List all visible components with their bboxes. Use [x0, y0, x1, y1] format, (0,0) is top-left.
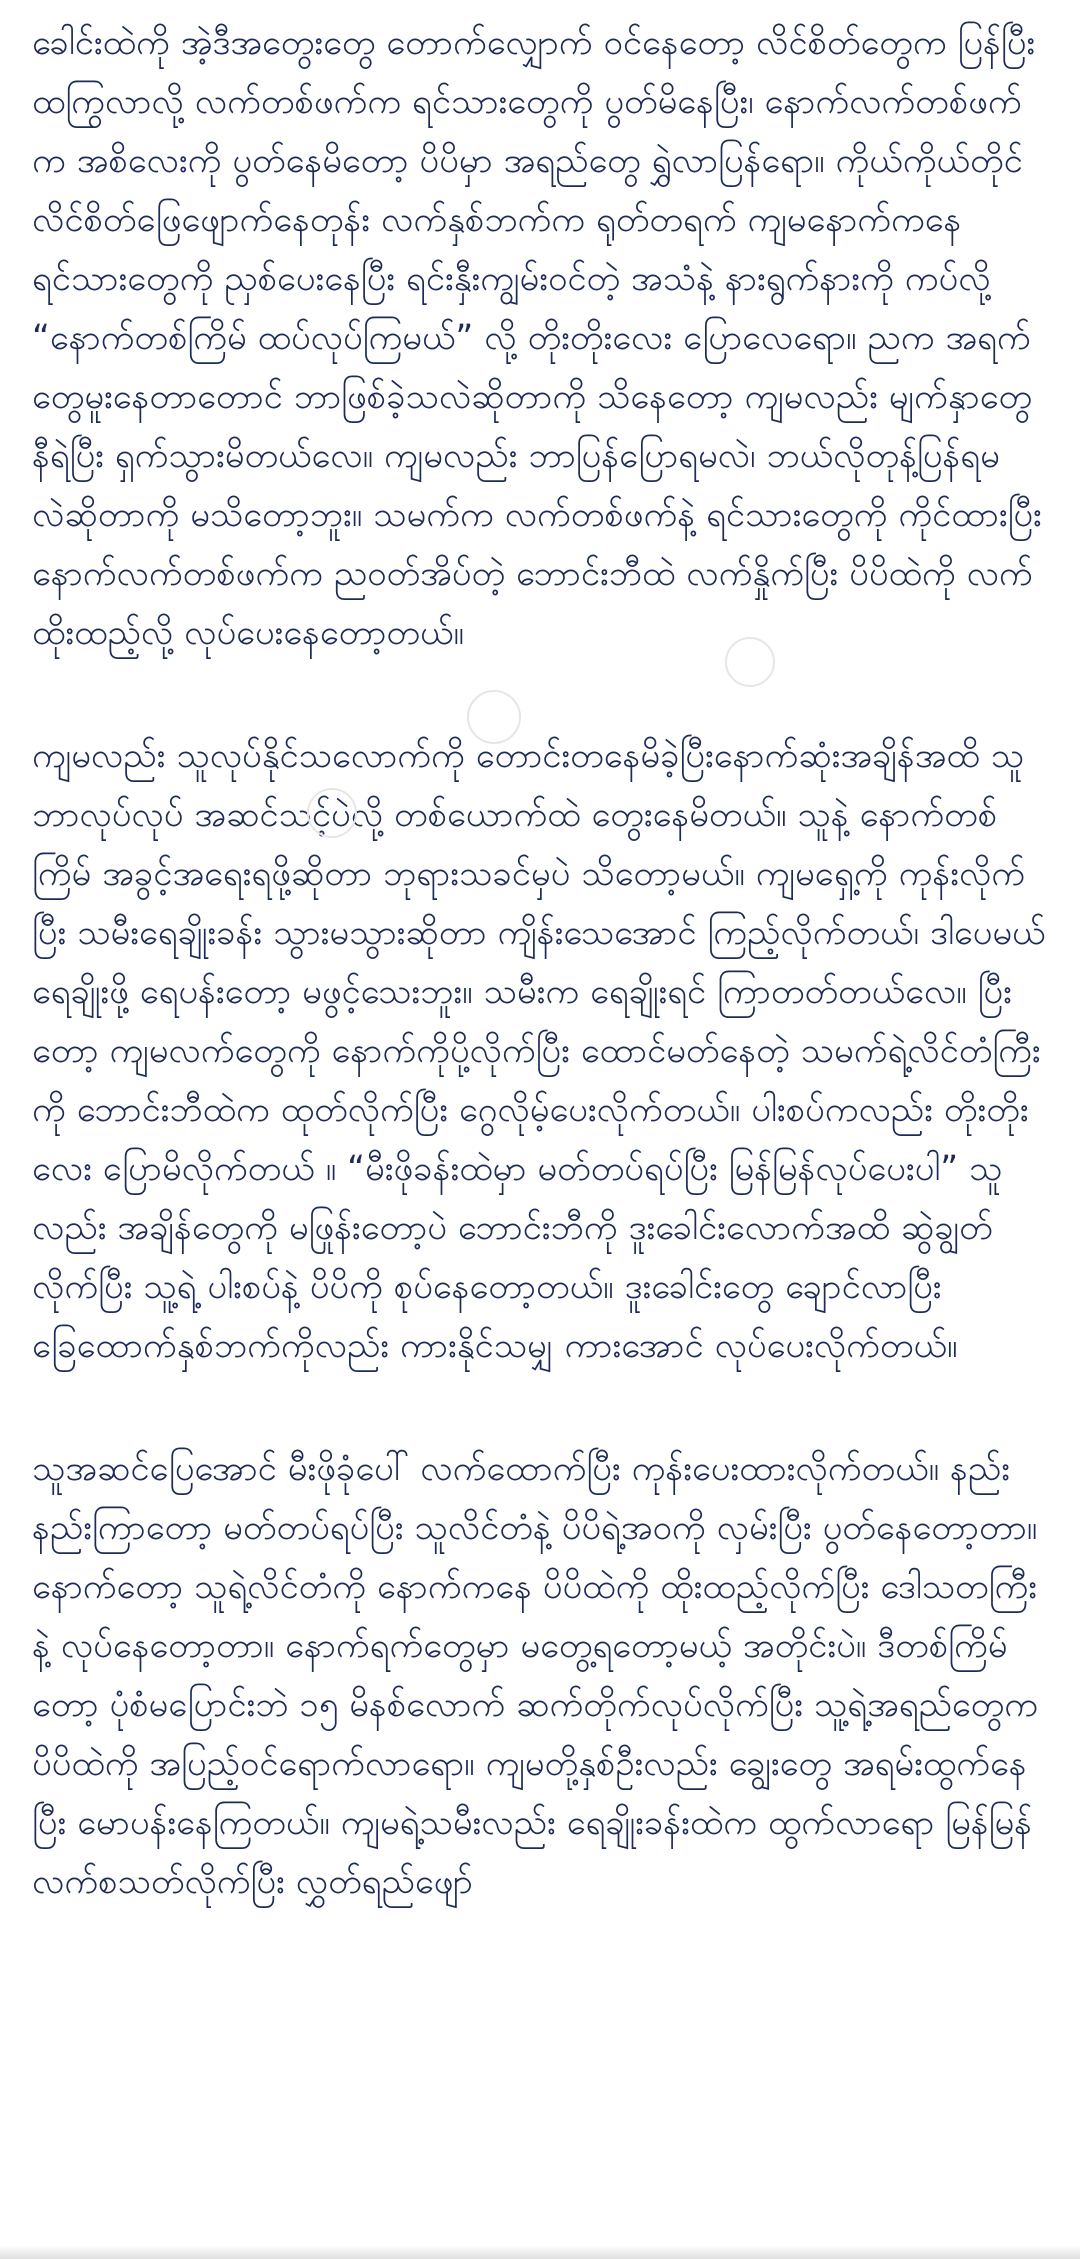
article-paragraph: ခေါင်းထဲကို အဲ့ဒီအတွေးတွေ တောက်လျှောက် ဝင်နေတော့ လိင်စိတ်တွေက ပြန်ပြီးထကြွလာလို့ လက်တစ်ဖက်က ရင်သားတွေကို ပွတ်မိနေပြီး၊ နောက်လက်တစ်ဖက်က အစိလေးကို ပွတ်နေမိတော့ ပိပိမှာ အရည်တွေ ရွှဲလာပြန်ရော။ ကိုယ်ကိုယ်တိုင် လိင်စိတ်ဖြေဖျောက်နေတုန်း လက်နှစ်ဘက်က ရုတ်တရက် ကျမနောက်ကနေ ရင်သားတွေကို ညှစ်ပေးနေပြီး ရင်းနှီးကျွမ်းဝင်တဲ့ အသံနဲ့ နားရွက်နားကို ကပ်လို့ “နောက်တစ်ကြိမ် ထပ်လုပ်ကြမယ်” လို့ တိုးတိုးလေး ပြောလေရော။ ညက အရက်တွေမူးနေတာတောင် ဘာဖြစ်ခဲ့သလဲဆိုတာကို သိနေတော့ ကျမလည်း မျက်နှာတွေနီရဲပြီး ရှက်သွားမိတယ်လေ။ ကျမလည်း ဘာပြန်ပြောရမလဲ၊ ဘယ်လိုတုန့်ပြန်ရမလဲဆိုတာကို မသိတော့ဘူး။ သမက်က လက်တစ်ဖက်နဲ့ ရင်သားတွေကို ကိုင်ထားပြီး နောက်လက်တစ်ဖက်က ညဝတ်အိပ်တဲ့ ဘောင်းဘီထဲ လက်နှိုက်ပြီး ပိပိထဲကို လက်ထိုးထည့်လို့ လုပ်ပေးနေတော့တယ်။ — [32, 23, 1042, 653]
bottom-edge-shadow — [0, 2245, 1080, 2259]
touch-indicator — [307, 788, 357, 838]
article-paragraph: ကျမလည်း သူလုပ်နိုင်သလောက်ကို တောင်းတနေမိခဲ့ပြီးနောက်ဆုံးအချိန်အထိ သူဘာလုပ်လုပ် အဆင်သင့်ပဲလို့ တစ်ယောက်ထဲ တွေးနေမိတယ်။ သူနဲ့ နောက်တစ်ကြိမ် အခွင့်အရေးရဖို့ဆိုတာ ဘုရားသခင်မှပဲ သိတော့မယ်။ ကျမရှေ့ကို ကုန်းလိုက်ပြီး သမီးရေချိုးခန်း သွားမသွားဆိုတာ ကျိန်းသေအောင် ကြည့်လိုက်တယ်၊ ဒါပေမယ် ရေချိုးဖို့ ရေပန်းတော့ မဖွင့်သေးဘူး။ သမီးက ရေချိုးရင် ကြာတတ်တယ်လေ။ ပြီးတော့ ကျမလက်တွေကို နောက်ကိုပို့လိုက်ပြီး ထောင်မတ်နေတဲ့ သမက်ရဲ့လိင်တံကြီးကို ဘောင်းဘီထဲက ထုတ်လိုက်ပြီး ဂွေလိုမ့်ပေးလိုက်တယ်။ ပါးစပ်ကလည်း တိုးတိုးလေး ပြောမိလိုက်တယ် ။ “မီးဖိုခန်းထဲမှာ မတ်တပ်ရပ်ပြီး မြန်မြန်လုပ်ပေးပါ” သူလည်း အချိန်တွေကို မဖြုန်းတော့ပဲ ဘောင်းဘီကို ဒူးခေါင်းလောက်အထိ ဆွဲချွတ်လိုက်ပြီး သူ့ရဲ့ ပါးစပ်နဲ့ ပိပိကို စုပ်နေတော့တယ်။ ဒူးခေါင်းတွေ ချောင်လာပြီး ခြေထောက်နှစ်ဘက်ကိုလည်း ကားနိုင်သမျှ ကားအောင် လုပ်ပေးလိုက်တယ်။ — [32, 736, 1046, 1366]
article-paragraph: သူအဆင်ပြေအောင် မီးဖိုခုံပေါ် လက်ထောက်ပြီး ကုန်းပေးထားလိုက်တယ်။ နည်းနည်းကြာတော့ မတ်တပ်ရပ်ပြီး သူလိင်တံနဲ့ ပိပိရဲ့အဝကို လှမ်းပြီး ပွတ်နေတော့တာ။ နောက်တော့ သူရဲ့လိင်တံကို နောက်ကနေ ပိပိထဲကို ထိုးထည့်လိုက်ပြီး ဒေါသတကြီးနဲ့ လုပ်နေတော့တာ။ နောက်ရက်တွေမှာ မတွေ့ရတော့မယ့် အတိုင်းပဲ။ ဒီတစ်ကြိမ်တော့ ပုံစံမပြောင်းဘဲ ၁၅ မိနစ်လောက် ဆက်တိုက်လုပ်လိုက်ပြီး သူ့ရဲ့အရည်တွေက ပိပိထဲကို အပြည့်ဝင်ရောက်လာရော။ ကျမတို့နှစ်ဦးလည်း ချွေးတွေ အရမ်းထွက်နေပြီး မောပန်းနေကြတယ်။ ကျမရဲ့သမီးလည်း ရေချိုးခန်းထဲက ထွက်လာရော မြန်မြန် လက်စသတ်လိုက်ပြီး လွှတ်ရည်ဖျော် — [32, 1449, 1039, 1902]
touch-indicator — [467, 690, 521, 744]
touch-indicator — [725, 637, 775, 687]
